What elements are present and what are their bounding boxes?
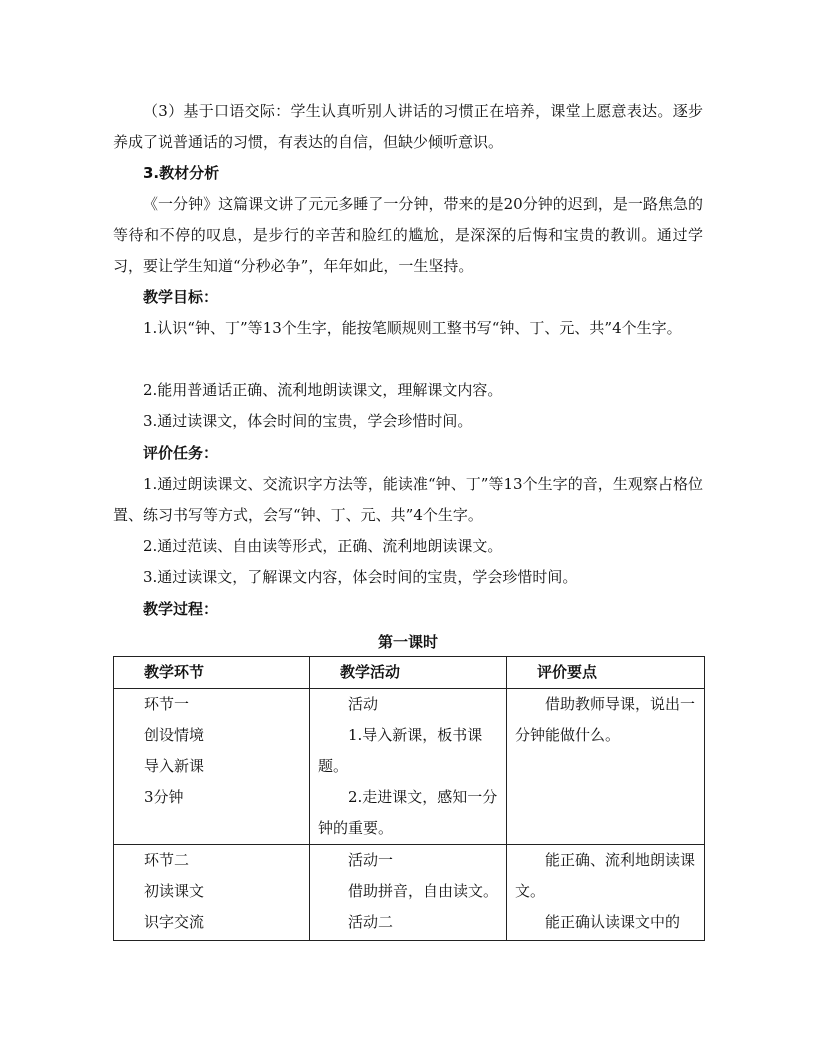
- evaluation-cell: 借助教师导课，说出一分钟能做什么。: [507, 689, 705, 845]
- goal-item-1: 1.认识“钟、丁”等13个生字，能按笔顺规则工整书写“钟、丁、元、共”4个生字。: [143, 319, 682, 337]
- evaluation-cell: 能正确、流利地朗读课文。 能正确认读课文中的: [507, 845, 705, 941]
- table-header: 评价要点: [507, 657, 705, 689]
- task-item-1: 1.通过朗读课文、交流识字方法等，能读准“钟、丁”等13个生字的音，生观察占格位置、练习书写等方式，会写“钟、丁、元、共”4个生字。: [113, 475, 703, 524]
- table-row: [114, 845, 705, 941]
- lesson-plan-table: [113, 656, 705, 941]
- activity-cell: 活动 1.导入新课，板书课题。 2.走进课文，感知一分钟的重要。: [310, 689, 507, 845]
- task-item-2: 2.通过范读、自由读等形式，正确、流利地朗读课文。: [143, 537, 503, 555]
- paragraph-oral-communication: （3）基于口语交际：学生认真听别人讲话的习惯正在培养，课堂上愿意表达。逐步养成了说普通话的习惯，有表达的自信，但缺少倾听意识。: [113, 102, 703, 151]
- heading-evaluation-tasks: 评价任务：: [143, 444, 219, 462]
- heading-teaching-process: 教学过程：: [143, 600, 219, 618]
- table-header: 教学环节: [114, 657, 310, 689]
- heading-teaching-goals: 教学目标：: [143, 288, 219, 306]
- table-row: [114, 689, 705, 845]
- table-header-row: [114, 657, 705, 689]
- task-item-3: 3.通过读课文，了解课文内容，体会时间的宝贵，学会珍惜时间。: [143, 568, 578, 586]
- goal-item-3: 3.通过读课文，体会时间的宝贵，学会珍惜时间。: [143, 412, 473, 430]
- activity-cell: 活动一 借助拼音，自由读文。 活动二: [310, 845, 507, 941]
- stage-cell: 环节二 初读课文 识字交流: [114, 845, 310, 941]
- table-header: 教学活动: [310, 657, 507, 689]
- heading-textbook-analysis: 3.教材分析: [143, 164, 220, 182]
- lesson-title: 第一课时: [377, 633, 438, 651]
- goal-item-2: 2.能用普通话正确、流利地朗读课文，理解课文内容。: [143, 381, 503, 399]
- paragraph-textbook-analysis: 《一分钟》这篇课文讲了元元多睡了一分钟，带来的是20分钟的迟到，是一路焦急的等待和不停的叹息，是步行的辛苦和脸红的尴尬，是深深的后悔和宝贵的教训。通过学习，要让学生知道“分秒必争”，年年如此，一生坚持。: [113, 195, 703, 275]
- stage-cell: 环节一 创设情境 导入新课 3分钟: [114, 689, 310, 845]
